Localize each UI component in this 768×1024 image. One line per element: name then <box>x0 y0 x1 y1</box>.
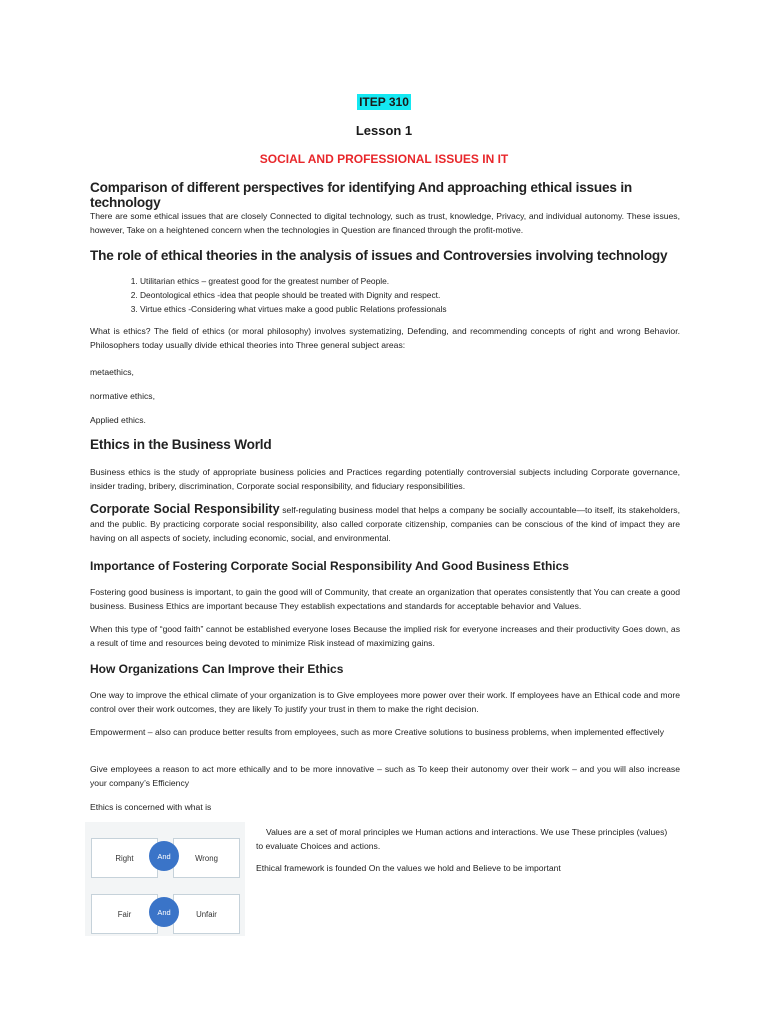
document-title: SOCIAL AND PROFESSIONAL ISSUES IN IT <box>259 152 509 166</box>
fostering-para-2 <box>90 622 680 650</box>
paragraph: Ethics is concerned with what is <box>90 802 212 812</box>
list-item: metaethics, <box>90 367 134 377</box>
diagram-cell-right: Right <box>91 838 158 878</box>
improve-para-2 <box>90 725 680 739</box>
paragraph: One way to improve the ethical climate of your organization is to Give employees more power over their work. If employees have an Ethical code and more control over their work outcomes, they are likely To justify your trust in them to make the right decision. <box>90 690 680 714</box>
list-item: Applied ethics. <box>90 415 146 425</box>
lesson-label: Lesson 1 <box>355 123 413 138</box>
paragraph: Fostering good business is important, to gain the good will of Community, that create an organization that operates consistently that You can create a good business. Business Ethics are important because They establish expectations and standards for acceptable behavior and Values. <box>90 587 680 611</box>
improve-para-1 <box>90 688 680 716</box>
business-ethics-body <box>90 465 680 493</box>
section-csr <box>90 502 680 545</box>
paragraph: When this type of “good faith” cannot be established everyone loses Because the implied risk for everyone increases and their productivity Goes down, as a result of time and resources being devoted to minimize Risk instead of maximizing gains. <box>90 624 680 648</box>
ethics-diagram <box>85 822 245 936</box>
improve-para-4 <box>90 800 680 814</box>
section-heading: The role of ethical theories in the analysis of issues and Controversies involving technology <box>90 248 668 263</box>
area-metaethics <box>90 365 680 379</box>
section-heading: Comparison of different perspectives for identifying And approaching ethical issues in technology <box>90 180 632 210</box>
diagram-cell-unfair: Unfair <box>173 894 240 934</box>
section-heading: How Organizations Can Improve their Ethics <box>90 662 344 676</box>
course-code <box>0 93 768 111</box>
ethics-definition <box>90 324 680 352</box>
area-applied <box>90 413 680 427</box>
section-fostering <box>90 559 680 573</box>
values-block <box>256 825 676 875</box>
improve-para-3 <box>90 762 680 790</box>
paragraph: Ethical framework is founded On the values we hold and Believe to be important <box>256 863 561 873</box>
paragraph: Values are a set of moral principles we Human actions and interactions. We use These principles (values) to evaluate Choices and actions. <box>256 827 668 851</box>
diagram-and-circle: And <box>149 841 179 871</box>
paragraph: There are some ethical issues that are closely Connected to digital technology, such as trust, knowledge, Privacy, and individual autonomy. These issues, however, Take on a heightened concern when the technologies in Question are financed through the profit-motive. <box>90 211 680 235</box>
section-improve <box>90 662 680 676</box>
section-heading: Corporate Social Responsibility <box>90 502 280 516</box>
area-normative <box>90 389 680 403</box>
paragraph: Business ethics is the study of appropriate business policies and Practices regarding potentially controversial subjects including Corporate governance, insider trading, bribery, discrimination, Corporate social responsibility, and fiduciary responsibilities. <box>90 467 680 491</box>
section-heading: Ethics in the Business World <box>90 437 272 452</box>
section-business-world <box>90 437 680 452</box>
theories-list <box>110 274 700 316</box>
paragraph: Empowerment – also can produce better results from employees, such as more Creative solutions to business problems, when implemented effectively <box>90 727 664 737</box>
paragraph <box>90 502 680 545</box>
course-code-highlight: ITEP 310 <box>359 95 409 109</box>
section-heading: Importance of Fostering Corporate Social Responsibility And Good Business Ethics <box>90 559 569 573</box>
diagram-and-circle: And <box>149 897 179 927</box>
paragraph: Give employees a reason to act more ethically and to be more innovative – such as To keep their autonomy over their work – and you will also increase your company’s Efficiency <box>90 764 680 788</box>
list-item: 3. Virtue ethics -Considering what virtues make a good public Relations professionals <box>140 302 700 316</box>
section-perspectives <box>90 180 680 210</box>
diagram-cell-wrong: Wrong <box>173 838 240 878</box>
paragraph: What is ethics? The field of ethics (or moral philosophy) involves systematizing, Defending, and recommending concepts of right and wrong Behavior. Philosophers today usually divide ethical theories into Three general subject areas: <box>90 326 680 350</box>
fostering-para-1 <box>90 585 680 613</box>
list-item: normative ethics, <box>90 391 155 401</box>
inline-text: self-regulating business model that helps a company be socially accountable—to itself, its stakeholders, and the public. By practicing corporate social responsibility, also called corporate citizenship, companies can be conscious of the kind of impact they are having on all aspects of society, including economic, social, and environmental. <box>90 505 680 543</box>
list-item: 2. Deontological ethics -idea that people should be treated with Dignity and respect. <box>140 288 700 302</box>
section-theories <box>90 248 680 263</box>
section-perspectives-body <box>90 209 680 237</box>
list-item: 1. Utilitarian ethics – greatest good for the greatest number of People. <box>140 274 700 288</box>
diagram-row-fair-unfair <box>91 894 241 934</box>
diagram-row-right-wrong <box>91 838 241 878</box>
diagram-cell-fair: Fair <box>91 894 158 934</box>
